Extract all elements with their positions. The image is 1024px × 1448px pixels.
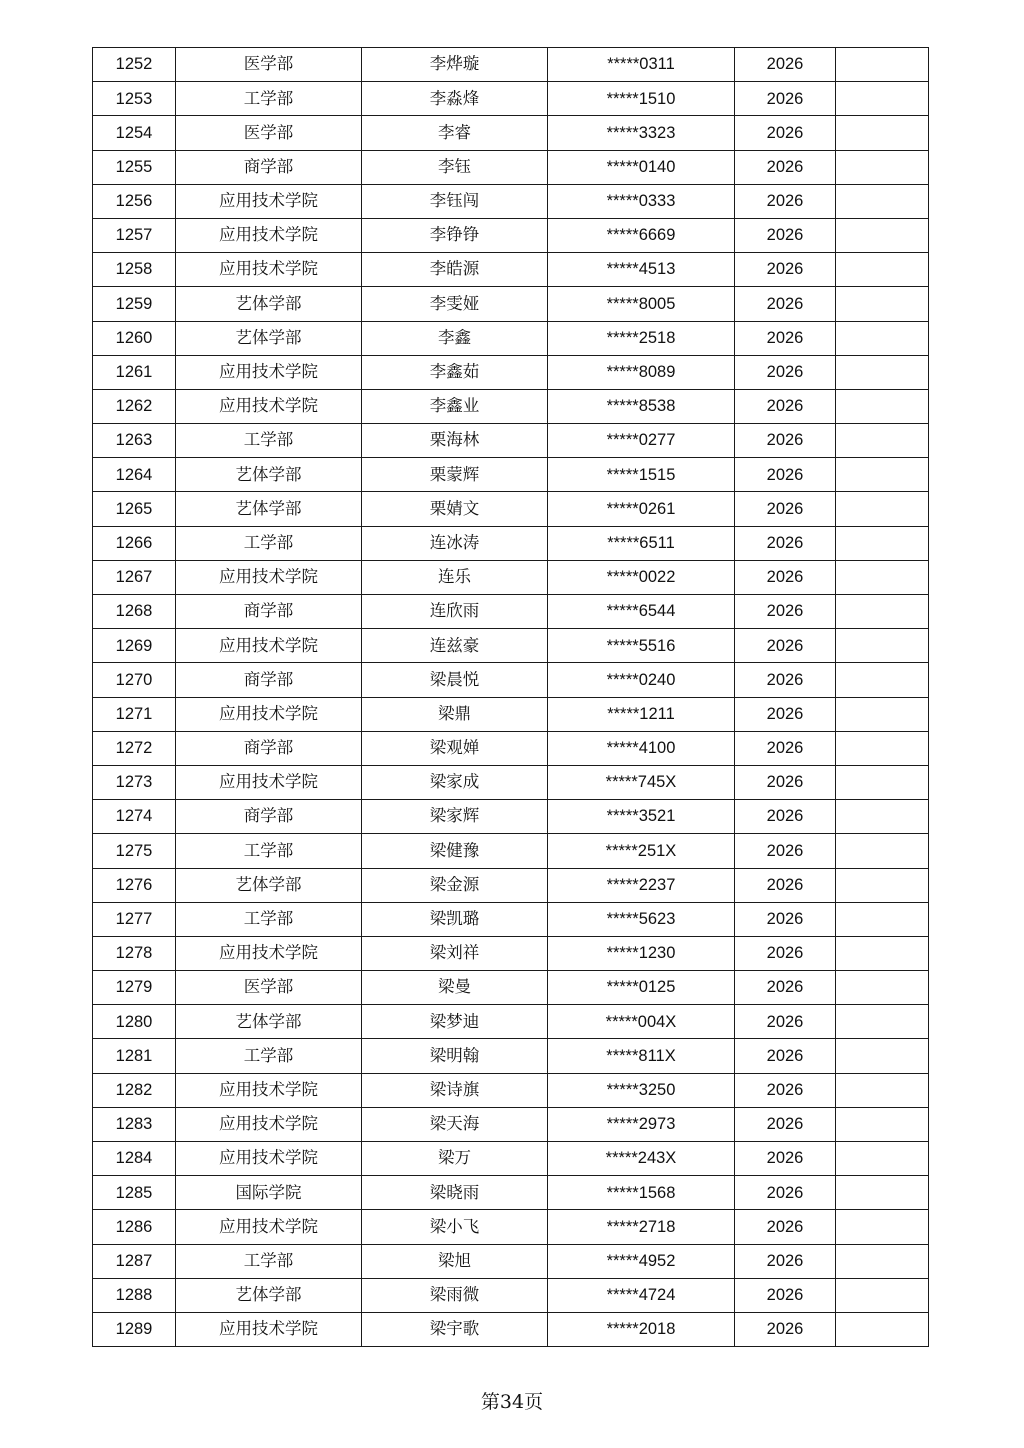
table-row xyxy=(93,458,929,492)
student-name-cell: 梁小飞 xyxy=(362,1210,548,1244)
masked-id-cell: *****3250 xyxy=(548,1073,735,1107)
remark-cell xyxy=(836,800,929,834)
masked-id-cell: *****0261 xyxy=(548,492,735,526)
masked-id-cell: *****8005 xyxy=(548,287,735,321)
remark-cell xyxy=(836,731,929,765)
table-row xyxy=(93,1073,929,1107)
student-name-cell: 李钰 xyxy=(362,150,548,184)
remark-cell xyxy=(836,82,929,116)
masked-id-cell: *****745X xyxy=(548,765,735,799)
year-cell: 2026 xyxy=(735,560,836,594)
year-cell: 2026 xyxy=(735,1107,836,1141)
remark-cell xyxy=(836,834,929,868)
masked-id-cell: *****4513 xyxy=(548,253,735,287)
row-number-cell: 1265 xyxy=(93,492,176,526)
masked-id-cell: *****6511 xyxy=(548,526,735,560)
table-row xyxy=(93,560,929,594)
row-number-cell: 1266 xyxy=(93,526,176,560)
student-name-cell: 梁宇歌 xyxy=(362,1312,548,1346)
masked-id-cell: *****1211 xyxy=(548,697,735,731)
row-number-cell: 1280 xyxy=(93,1005,176,1039)
department-cell: 应用技术学院 xyxy=(176,184,362,218)
remark-cell xyxy=(836,1210,929,1244)
roster-table-body xyxy=(93,48,929,1347)
row-number-cell: 1285 xyxy=(93,1176,176,1210)
student-name-cell: 李皓源 xyxy=(362,253,548,287)
department-cell: 工学部 xyxy=(176,834,362,868)
department-cell: 应用技术学院 xyxy=(176,560,362,594)
student-name-cell: 李钰闯 xyxy=(362,184,548,218)
masked-id-cell: *****2718 xyxy=(548,1210,735,1244)
table-row xyxy=(93,218,929,252)
row-number-cell: 1289 xyxy=(93,1312,176,1346)
masked-id-cell: *****0277 xyxy=(548,424,735,458)
table-row xyxy=(93,731,929,765)
student-name-cell: 李鑫 xyxy=(362,321,548,355)
table-row xyxy=(93,253,929,287)
remark-cell xyxy=(836,971,929,1005)
remark-cell xyxy=(836,560,929,594)
year-cell: 2026 xyxy=(735,936,836,970)
student-name-cell: 李淼烽 xyxy=(362,82,548,116)
remark-cell xyxy=(836,629,929,663)
table-row xyxy=(93,1312,929,1346)
masked-id-cell: *****1568 xyxy=(548,1176,735,1210)
student-name-cell: 梁旭 xyxy=(362,1244,548,1278)
department-cell: 应用技术学院 xyxy=(176,355,362,389)
year-cell: 2026 xyxy=(735,697,836,731)
remark-cell xyxy=(836,424,929,458)
remark-cell xyxy=(836,697,929,731)
department-cell: 应用技术学院 xyxy=(176,1210,362,1244)
department-cell: 工学部 xyxy=(176,526,362,560)
row-number-cell: 1261 xyxy=(93,355,176,389)
department-cell: 应用技术学院 xyxy=(176,1142,362,1176)
masked-id-cell: *****3521 xyxy=(548,800,735,834)
year-cell: 2026 xyxy=(735,1210,836,1244)
year-cell: 2026 xyxy=(735,971,836,1005)
year-cell: 2026 xyxy=(735,1312,836,1346)
row-number-cell: 1286 xyxy=(93,1210,176,1244)
year-cell: 2026 xyxy=(735,868,836,902)
table-row xyxy=(93,1244,929,1278)
year-cell: 2026 xyxy=(735,1244,836,1278)
student-name-cell: 梁凯璐 xyxy=(362,902,548,936)
remark-cell xyxy=(836,595,929,629)
year-cell: 2026 xyxy=(735,629,836,663)
masked-id-cell: *****0022 xyxy=(548,560,735,594)
row-number-cell: 1255 xyxy=(93,150,176,184)
department-cell: 国际学院 xyxy=(176,1176,362,1210)
masked-id-cell: *****8089 xyxy=(548,355,735,389)
year-cell: 2026 xyxy=(735,800,836,834)
remark-cell xyxy=(836,458,929,492)
student-name-cell: 栗蒙辉 xyxy=(362,458,548,492)
department-cell: 医学部 xyxy=(176,48,362,82)
year-cell: 2026 xyxy=(735,116,836,150)
department-cell: 应用技术学院 xyxy=(176,697,362,731)
student-name-cell: 梁刘祥 xyxy=(362,936,548,970)
table-row xyxy=(93,902,929,936)
department-cell: 艺体学部 xyxy=(176,1005,362,1039)
year-cell: 2026 xyxy=(735,1039,836,1073)
year-cell: 2026 xyxy=(735,218,836,252)
student-name-cell: 梁健豫 xyxy=(362,834,548,868)
student-name-cell: 李烨璇 xyxy=(362,48,548,82)
department-cell: 商学部 xyxy=(176,663,362,697)
masked-id-cell: *****3323 xyxy=(548,116,735,150)
student-name-cell: 梁诗旗 xyxy=(362,1073,548,1107)
remark-cell xyxy=(836,1312,929,1346)
table-row xyxy=(93,424,929,458)
row-number-cell: 1278 xyxy=(93,936,176,970)
masked-id-cell: *****2518 xyxy=(548,321,735,355)
student-name-cell: 连欣雨 xyxy=(362,595,548,629)
row-number-cell: 1275 xyxy=(93,834,176,868)
masked-id-cell: *****1515 xyxy=(548,458,735,492)
remark-cell xyxy=(836,355,929,389)
table-row xyxy=(93,629,929,663)
row-number-cell: 1253 xyxy=(93,82,176,116)
remark-cell xyxy=(836,253,929,287)
department-cell: 医学部 xyxy=(176,971,362,1005)
student-name-cell: 李铮铮 xyxy=(362,218,548,252)
student-name-cell: 李鑫业 xyxy=(362,389,548,423)
masked-id-cell: *****243X xyxy=(548,1142,735,1176)
row-number-cell: 1272 xyxy=(93,731,176,765)
masked-id-cell: *****6544 xyxy=(548,595,735,629)
year-cell: 2026 xyxy=(735,663,836,697)
row-number-cell: 1276 xyxy=(93,868,176,902)
remark-cell xyxy=(836,663,929,697)
department-cell: 艺体学部 xyxy=(176,458,362,492)
remark-cell xyxy=(836,1176,929,1210)
masked-id-cell: *****0125 xyxy=(548,971,735,1005)
student-name-cell: 梁家辉 xyxy=(362,800,548,834)
year-cell: 2026 xyxy=(735,492,836,526)
remark-cell xyxy=(836,868,929,902)
student-name-cell: 栗海林 xyxy=(362,424,548,458)
student-name-cell: 梁晓雨 xyxy=(362,1176,548,1210)
remark-cell xyxy=(836,389,929,423)
student-name-cell: 连冰涛 xyxy=(362,526,548,560)
department-cell: 应用技术学院 xyxy=(176,218,362,252)
table-row xyxy=(93,526,929,560)
year-cell: 2026 xyxy=(735,526,836,560)
student-name-cell: 梁万 xyxy=(362,1142,548,1176)
remark-cell xyxy=(836,1039,929,1073)
table-row xyxy=(93,1278,929,1312)
department-cell: 应用技术学院 xyxy=(176,936,362,970)
table-row xyxy=(93,936,929,970)
remark-cell xyxy=(836,1278,929,1312)
student-name-cell: 李睿 xyxy=(362,116,548,150)
year-cell: 2026 xyxy=(735,321,836,355)
department-cell: 商学部 xyxy=(176,800,362,834)
masked-id-cell: *****004X xyxy=(548,1005,735,1039)
row-number-cell: 1283 xyxy=(93,1107,176,1141)
department-cell: 艺体学部 xyxy=(176,868,362,902)
year-cell: 2026 xyxy=(735,765,836,799)
remark-cell xyxy=(836,218,929,252)
masked-id-cell: *****0140 xyxy=(548,150,735,184)
table-row xyxy=(93,765,929,799)
table-row xyxy=(93,184,929,218)
student-name-cell: 梁金源 xyxy=(362,868,548,902)
year-cell: 2026 xyxy=(735,834,836,868)
masked-id-cell: *****2018 xyxy=(548,1312,735,1346)
row-number-cell: 1268 xyxy=(93,595,176,629)
year-cell: 2026 xyxy=(735,1176,836,1210)
row-number-cell: 1281 xyxy=(93,1039,176,1073)
student-name-cell: 李鑫茹 xyxy=(362,355,548,389)
student-name-cell: 连兹豪 xyxy=(362,629,548,663)
student-name-cell: 栗婧文 xyxy=(362,492,548,526)
table-row xyxy=(93,868,929,902)
remark-cell xyxy=(836,1142,929,1176)
remark-cell xyxy=(836,150,929,184)
department-cell: 艺体学部 xyxy=(176,1278,362,1312)
year-cell: 2026 xyxy=(735,1142,836,1176)
row-number-cell: 1258 xyxy=(93,253,176,287)
masked-id-cell: *****1230 xyxy=(548,936,735,970)
department-cell: 应用技术学院 xyxy=(176,1312,362,1346)
masked-id-cell: *****2237 xyxy=(548,868,735,902)
masked-id-cell: *****6669 xyxy=(548,218,735,252)
table-row xyxy=(93,971,929,1005)
masked-id-cell: *****4952 xyxy=(548,1244,735,1278)
student-name-cell: 梁家成 xyxy=(362,765,548,799)
row-number-cell: 1262 xyxy=(93,389,176,423)
page-number: 第34页 xyxy=(480,1391,544,1413)
department-cell: 工学部 xyxy=(176,424,362,458)
masked-id-cell: *****0311 xyxy=(548,48,735,82)
department-cell: 工学部 xyxy=(176,1244,362,1278)
masked-id-cell: *****251X xyxy=(548,834,735,868)
table-row xyxy=(93,1039,929,1073)
row-number-cell: 1263 xyxy=(93,424,176,458)
department-cell: 应用技术学院 xyxy=(176,1073,362,1107)
year-cell: 2026 xyxy=(735,389,836,423)
remark-cell xyxy=(836,1005,929,1039)
year-cell: 2026 xyxy=(735,1278,836,1312)
department-cell: 应用技术学院 xyxy=(176,765,362,799)
department-cell: 工学部 xyxy=(176,82,362,116)
remark-cell xyxy=(836,184,929,218)
remark-cell xyxy=(836,526,929,560)
table-row xyxy=(93,1107,929,1141)
student-name-cell: 李雯娅 xyxy=(362,287,548,321)
year-cell: 2026 xyxy=(735,458,836,492)
student-name-cell: 梁晨悦 xyxy=(362,663,548,697)
table-row xyxy=(93,1176,929,1210)
department-cell: 工学部 xyxy=(176,1039,362,1073)
department-cell: 应用技术学院 xyxy=(176,629,362,663)
row-number-cell: 1256 xyxy=(93,184,176,218)
remark-cell xyxy=(836,1073,929,1107)
department-cell: 工学部 xyxy=(176,902,362,936)
year-cell: 2026 xyxy=(735,253,836,287)
masked-id-cell: *****4100 xyxy=(548,731,735,765)
table-row xyxy=(93,834,929,868)
year-cell: 2026 xyxy=(735,355,836,389)
department-cell: 艺体学部 xyxy=(176,321,362,355)
table-row xyxy=(93,82,929,116)
row-number-cell: 1254 xyxy=(93,116,176,150)
table-row xyxy=(93,116,929,150)
department-cell: 商学部 xyxy=(176,150,362,184)
remark-cell xyxy=(836,116,929,150)
remark-cell xyxy=(836,287,929,321)
year-cell: 2026 xyxy=(735,1005,836,1039)
masked-id-cell: *****5516 xyxy=(548,629,735,663)
table-row xyxy=(93,150,929,184)
year-cell: 2026 xyxy=(735,184,836,218)
student-name-cell: 梁鼎 xyxy=(362,697,548,731)
student-name-cell: 梁明翰 xyxy=(362,1039,548,1073)
row-number-cell: 1269 xyxy=(93,629,176,663)
department-cell: 应用技术学院 xyxy=(176,1107,362,1141)
year-cell: 2026 xyxy=(735,82,836,116)
year-cell: 2026 xyxy=(735,731,836,765)
remark-cell xyxy=(836,902,929,936)
remark-cell xyxy=(836,492,929,526)
row-number-cell: 1264 xyxy=(93,458,176,492)
row-number-cell: 1252 xyxy=(93,48,176,82)
row-number-cell: 1259 xyxy=(93,287,176,321)
row-number-cell: 1279 xyxy=(93,971,176,1005)
table-row xyxy=(93,287,929,321)
remark-cell xyxy=(836,936,929,970)
year-cell: 2026 xyxy=(735,150,836,184)
department-cell: 商学部 xyxy=(176,595,362,629)
table-row xyxy=(93,1005,929,1039)
department-cell: 应用技术学院 xyxy=(176,253,362,287)
row-number-cell: 1267 xyxy=(93,560,176,594)
table-row xyxy=(93,355,929,389)
student-name-cell: 梁观婵 xyxy=(362,731,548,765)
roster-table xyxy=(92,47,929,1347)
remark-cell xyxy=(836,1107,929,1141)
remark-cell xyxy=(836,765,929,799)
year-cell: 2026 xyxy=(735,902,836,936)
department-cell: 医学部 xyxy=(176,116,362,150)
masked-id-cell: *****8538 xyxy=(548,389,735,423)
year-cell: 2026 xyxy=(735,1073,836,1107)
table-row xyxy=(93,1210,929,1244)
row-number-cell: 1288 xyxy=(93,1278,176,1312)
row-number-cell: 1282 xyxy=(93,1073,176,1107)
row-number-cell: 1287 xyxy=(93,1244,176,1278)
row-number-cell: 1277 xyxy=(93,902,176,936)
masked-id-cell: *****1510 xyxy=(548,82,735,116)
row-number-cell: 1271 xyxy=(93,697,176,731)
masked-id-cell: *****0333 xyxy=(548,184,735,218)
student-name-cell: 梁梦迪 xyxy=(362,1005,548,1039)
table-row xyxy=(93,697,929,731)
masked-id-cell: *****0240 xyxy=(548,663,735,697)
masked-id-cell: *****811X xyxy=(548,1039,735,1073)
year-cell: 2026 xyxy=(735,287,836,321)
year-cell: 2026 xyxy=(735,595,836,629)
remark-cell xyxy=(836,48,929,82)
table-row xyxy=(93,1142,929,1176)
department-cell: 应用技术学院 xyxy=(176,389,362,423)
row-number-cell: 1260 xyxy=(93,321,176,355)
student-name-cell: 连乐 xyxy=(362,560,548,594)
row-number-cell: 1284 xyxy=(93,1142,176,1176)
year-cell: 2026 xyxy=(735,48,836,82)
masked-id-cell: *****5623 xyxy=(548,902,735,936)
student-name-cell: 梁天海 xyxy=(362,1107,548,1141)
remark-cell xyxy=(836,321,929,355)
table-row xyxy=(93,389,929,423)
remark-cell xyxy=(836,1244,929,1278)
table-row xyxy=(93,663,929,697)
table-row xyxy=(93,48,929,82)
table-row xyxy=(93,800,929,834)
row-number-cell: 1257 xyxy=(93,218,176,252)
table-row xyxy=(93,492,929,526)
student-name-cell: 梁曼 xyxy=(362,971,548,1005)
masked-id-cell: *****4724 xyxy=(548,1278,735,1312)
table-row xyxy=(93,321,929,355)
department-cell: 艺体学部 xyxy=(176,492,362,526)
year-cell: 2026 xyxy=(735,424,836,458)
row-number-cell: 1270 xyxy=(93,663,176,697)
row-number-cell: 1273 xyxy=(93,765,176,799)
table-row xyxy=(93,595,929,629)
department-cell: 艺体学部 xyxy=(176,287,362,321)
masked-id-cell: *****2973 xyxy=(548,1107,735,1141)
row-number-cell: 1274 xyxy=(93,800,176,834)
department-cell: 商学部 xyxy=(176,731,362,765)
student-name-cell: 梁雨微 xyxy=(362,1278,548,1312)
